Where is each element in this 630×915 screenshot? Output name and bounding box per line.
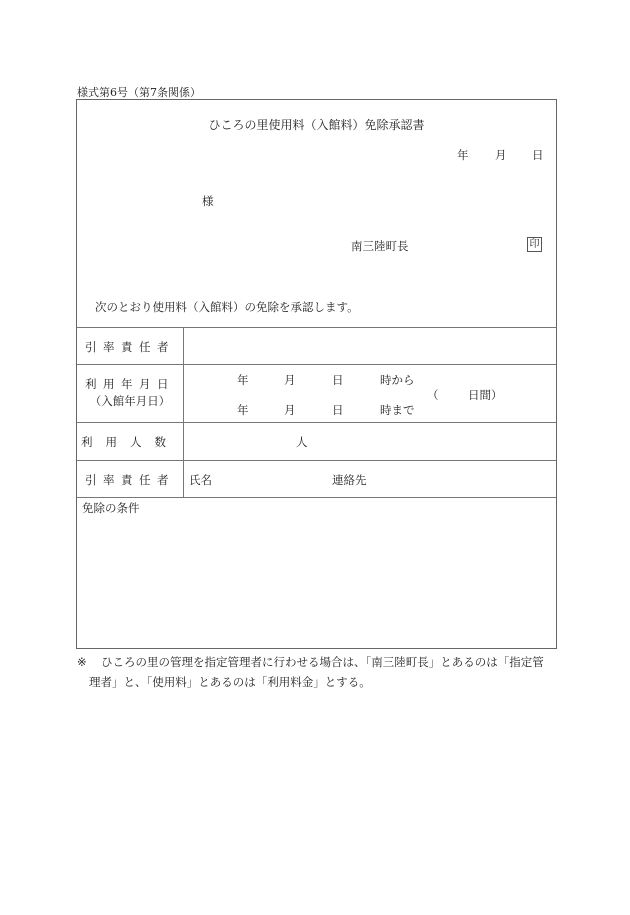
divider [77,327,556,328]
headcount-unit: 人 [296,435,308,449]
duration-open: （ [427,388,439,402]
row-label-usage-date: 利用年月日 [85,377,175,391]
date-year-label: 年 [457,148,469,162]
approval-statement: 次のとおり使用料（入館料）の免除を承認します。 [95,300,359,314]
row-label-leader-contact: 引率責任者 [85,473,175,487]
seal-icon: 印 [527,237,542,252]
form-number-label: 様式第6号（第7条関係） [77,86,201,99]
footnote [77,652,557,692]
row-label-leader: 引率責任者 [85,340,175,354]
divider [77,422,556,423]
from-day: 日 [332,373,344,387]
to-day: 日 [332,403,344,417]
row-sublabel-entry-date: （入館年月日） [89,394,171,408]
note-line-2: 理者」と、「使用料」とあるのは「利用料金」とする。 [89,675,371,689]
to-month: 月 [284,403,296,417]
leader-contact-label: 連絡先 [332,473,367,487]
from-month: 月 [284,373,296,387]
divider [77,497,556,498]
leader-name-label: 氏名 [189,473,212,487]
date-day-label: 日 [532,148,544,162]
exemption-conditions-label: 免除の条件 [82,501,140,515]
issuer-name: 南三陸町長 [351,239,409,253]
from-year: 年 [237,373,249,387]
date-month-label: 月 [495,148,507,162]
to-time-suffix: 時まで [380,403,415,417]
document-title: ひころの里使用料（入館料）免除承認書 [208,118,425,132]
note-line-1: ひころの里の管理を指定管理者に行わせる場合は、「南三陸町長」とあるのは「指定管 [101,655,544,669]
divider [77,460,556,461]
divider [77,364,556,365]
column-divider [183,327,184,497]
addressee-suffix: 様 [202,194,214,208]
from-time-suffix: 時から [380,373,415,387]
duration-days: 日間） [468,388,503,402]
row-label-headcount: 利用人数 [81,435,179,449]
to-year: 年 [237,403,249,417]
note-mark: ※ [77,655,87,669]
approval-form [76,99,557,649]
